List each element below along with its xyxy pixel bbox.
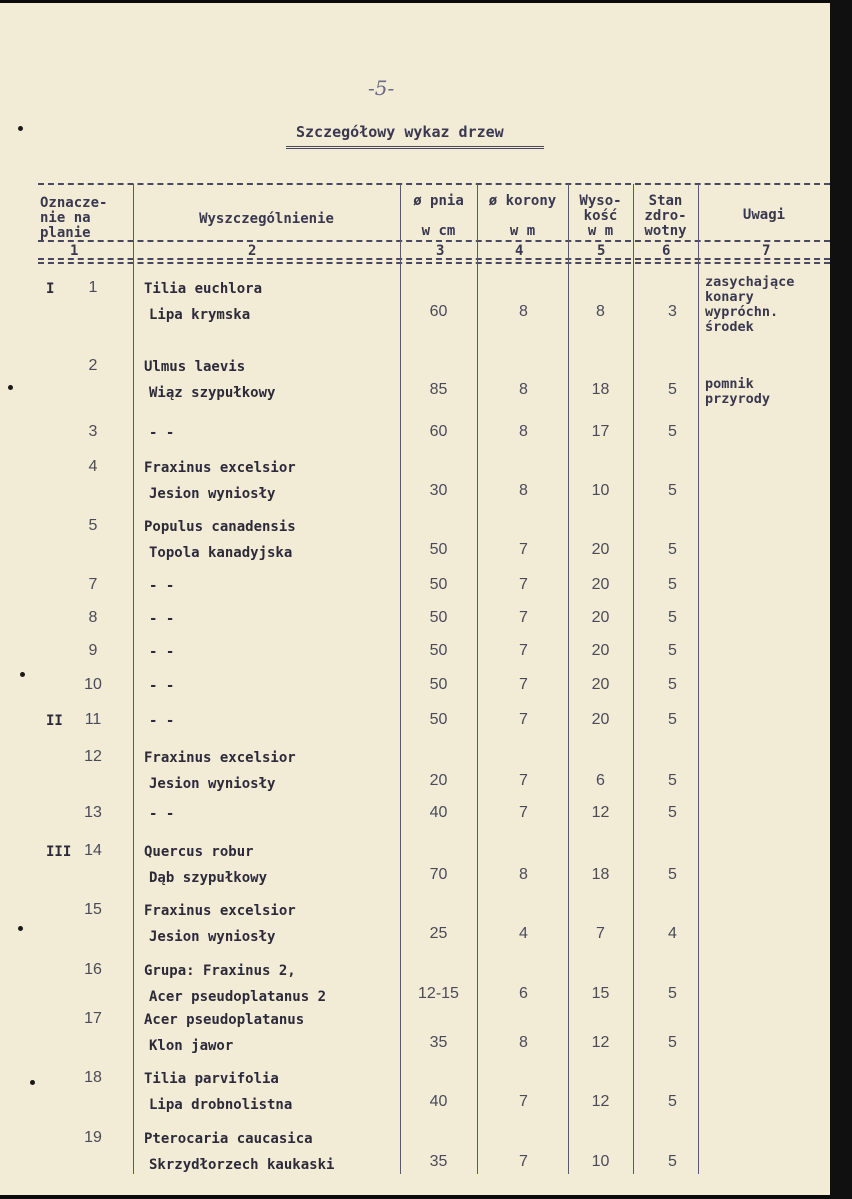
plan-number: 11 [84, 711, 102, 728]
tree-height: 20 [591, 576, 610, 593]
health-status: 5 [668, 642, 677, 659]
plan-number: 13 [84, 804, 102, 821]
header-pien [400, 194, 477, 239]
health-status: 5 [668, 576, 677, 593]
tree-height: 7 [596, 925, 605, 942]
polish-name: Jesion wyniosły [149, 486, 276, 502]
trunk-diameter: 35 [429, 1034, 448, 1051]
remark-line: konary [705, 289, 754, 305]
header-line: wotny [644, 223, 687, 239]
plan-number: 7 [88, 576, 98, 593]
tree-height: 12 [591, 804, 610, 821]
latin-name: Acer pseudoplatanus [144, 1012, 305, 1028]
crown-diameter: 8 [519, 423, 528, 440]
tree-height: 20 [591, 642, 610, 659]
polish-name: - - [149, 713, 175, 729]
crown-diameter: 6 [519, 985, 528, 1002]
polish-name: Topola kanadyjska [149, 545, 293, 561]
header-line: Uwagi [742, 207, 786, 223]
polish-name: - - [149, 644, 175, 660]
crown-diameter: 7 [519, 772, 528, 789]
remark-line: pomnik [705, 376, 754, 392]
health-status: 5 [668, 381, 677, 398]
polish-name: Lipa krymska [149, 307, 251, 323]
crown-diameter: 7 [519, 576, 528, 593]
table-top-rule [38, 183, 830, 185]
crown-diameter: 8 [519, 866, 528, 883]
tree-height: 18 [591, 866, 610, 883]
crown-diameter: 4 [519, 925, 528, 942]
plan-number: 3 [88, 423, 98, 440]
header-stan [633, 194, 698, 239]
tree-height: 17 [591, 423, 610, 440]
plan-number: 16 [84, 961, 102, 978]
health-status: 5 [668, 482, 677, 499]
binder-hole-mark [20, 672, 25, 677]
crown-diameter: 8 [519, 381, 528, 398]
latin-name: Fraxinus excelsior [144, 750, 296, 766]
health-status: 5 [668, 1153, 677, 1170]
polish-name: Dąb szypułkowy [149, 870, 268, 886]
plan-number: 10 [84, 676, 102, 693]
polish-name: Acer pseudoplatanus 2 [149, 989, 327, 1005]
crown-diameter: 8 [519, 303, 528, 320]
plan-number: 18 [84, 1069, 102, 1086]
column-number-rule-b [38, 262, 830, 264]
column-number: 2 [248, 243, 257, 259]
trunk-diameter: 50 [429, 609, 448, 626]
health-status: 5 [668, 804, 677, 821]
column-number: 1 [70, 243, 79, 259]
header-line: Wyszczególnienie [199, 211, 334, 227]
header-line: Oznacze- [40, 195, 108, 211]
header-line: w m [587, 223, 614, 239]
tree-height: 18 [591, 381, 610, 398]
polish-name: Skrzydłorzech kaukaski [149, 1157, 335, 1173]
tree-height: 20 [591, 676, 610, 693]
trunk-diameter: 50 [429, 711, 448, 728]
trunk-diameter: 35 [429, 1153, 448, 1170]
trunk-diameter: 50 [429, 642, 448, 659]
header-oznaczenie [40, 196, 133, 241]
tree-height: 20 [591, 609, 610, 626]
column-number: 7 [762, 243, 771, 259]
polish-name: - - [149, 425, 175, 441]
polish-name: Jesion wyniosły [149, 776, 276, 792]
column-divider [633, 184, 634, 1174]
column-divider [133, 184, 134, 1174]
trunk-diameter: 40 [429, 804, 448, 821]
health-status: 5 [668, 985, 677, 1002]
latin-name: Fraxinus excelsior [144, 460, 296, 476]
remarks [705, 275, 794, 335]
plan-number: 1 [88, 279, 98, 296]
header-line: planie [40, 225, 91, 241]
tree-height: 20 [591, 541, 610, 558]
binder-hole-mark [8, 385, 13, 390]
header-line: kość [583, 208, 618, 224]
polish-name: Klon jawor [149, 1038, 234, 1054]
trunk-diameter: 50 [429, 576, 448, 593]
health-status: 3 [668, 303, 677, 320]
latin-name: Ulmus laevis [144, 359, 246, 375]
header-line: ø korony [488, 193, 557, 209]
health-status: 5 [668, 423, 677, 440]
health-status: 5 [668, 609, 677, 626]
plan-number: 5 [88, 517, 98, 534]
latin-name: Populus canadensis [144, 519, 296, 535]
header-line: w m [509, 223, 536, 239]
plan-number: 8 [88, 609, 98, 626]
plan-group: I [46, 281, 55, 297]
header-wyszczegolnienie [133, 212, 400, 227]
health-status: 5 [668, 1093, 677, 1110]
header-line: ø pnia [413, 193, 464, 209]
crown-diameter: 7 [519, 804, 528, 821]
trunk-diameter: 12-15 [418, 985, 459, 1002]
remark-line: wypróchn. [705, 304, 779, 320]
crown-diameter: 7 [519, 676, 528, 693]
trunk-diameter: 60 [429, 303, 448, 320]
plan-number: 9 [88, 642, 98, 659]
trunk-diameter: 50 [429, 541, 448, 558]
trunk-diameter: 40 [429, 1093, 448, 1110]
trunk-diameter: 85 [429, 381, 448, 398]
binder-hole-mark [18, 926, 23, 931]
plan-number: 19 [84, 1129, 102, 1146]
latin-name: Grupa: Fraxinus 2, [144, 963, 296, 979]
column-number-rule-a [38, 258, 830, 260]
plan-group: II [46, 713, 63, 729]
plan-number: 4 [88, 458, 98, 475]
health-status: 5 [668, 541, 677, 558]
health-status: 4 [668, 925, 677, 942]
handwritten-page-number: -5- [368, 76, 395, 100]
health-status: 5 [668, 772, 677, 789]
header-rule [38, 240, 830, 242]
crown-diameter: 7 [519, 642, 528, 659]
header-wysokosc [568, 194, 633, 239]
page-edge-shadow [830, 0, 852, 1199]
remark-line: przyrody [705, 391, 771, 407]
header-line: zdro- [644, 208, 687, 224]
tree-height: 20 [591, 711, 610, 728]
polish-name: - - [149, 678, 175, 694]
column-number: 4 [515, 243, 524, 259]
tree-height: 12 [591, 1034, 610, 1051]
column-number: 6 [662, 243, 671, 259]
polish-name: Lipa drobnolistna [149, 1097, 293, 1113]
trunk-diameter: 60 [429, 423, 448, 440]
document-page [0, 3, 830, 1195]
header-line: Wyso- [579, 193, 622, 209]
header-line [400, 209, 477, 224]
health-status: 5 [668, 711, 677, 728]
crown-diameter: 8 [519, 482, 528, 499]
column-number: 5 [597, 243, 606, 259]
header-uwagi [698, 208, 830, 223]
header-line: Stan [648, 193, 683, 209]
header-line [477, 209, 568, 224]
polish-name: - - [149, 578, 175, 594]
header-line: nie na [40, 210, 91, 226]
health-status: 5 [668, 676, 677, 693]
plan-number: 14 [84, 842, 102, 859]
latin-name: Tilia parvifolia [144, 1071, 279, 1087]
crown-diameter: 7 [519, 541, 528, 558]
tree-height: 15 [591, 985, 610, 1002]
remarks [705, 377, 770, 407]
latin-name: Fraxinus excelsior [144, 903, 296, 919]
header-line: w cm [421, 223, 456, 239]
latin-name: Pterocaria caucasica [144, 1131, 313, 1147]
latin-name: Quercus robur [144, 844, 254, 860]
binder-hole-mark [18, 126, 23, 131]
latin-name: Tilia euchlora [144, 281, 263, 297]
column-divider [477, 184, 478, 1174]
tree-height: 6 [596, 772, 605, 789]
polish-name: - - [149, 611, 175, 627]
remark-line: zasychające [705, 274, 795, 290]
document-title: Szczegółowy wykaz drzew [296, 123, 504, 141]
trunk-diameter: 20 [429, 772, 448, 789]
plan-number: 17 [84, 1010, 102, 1027]
binder-hole-mark [30, 1080, 35, 1085]
health-status: 5 [668, 866, 677, 883]
tree-height: 10 [591, 1153, 610, 1170]
crown-diameter: 8 [519, 1034, 528, 1051]
trunk-diameter: 30 [429, 482, 448, 499]
crown-diameter: 7 [519, 1093, 528, 1110]
plan-number: 2 [88, 357, 98, 374]
title-underline [286, 146, 544, 149]
tree-height: 10 [591, 482, 610, 499]
remark-line: środek [705, 319, 754, 335]
column-number: 3 [436, 243, 445, 259]
plan-number: 12 [84, 748, 102, 765]
trunk-diameter: 50 [429, 676, 448, 693]
crown-diameter: 7 [519, 1153, 528, 1170]
trunk-diameter: 25 [429, 925, 448, 942]
polish-name: - - [149, 806, 175, 822]
polish-name: Jesion wyniosły [149, 929, 276, 945]
health-status: 5 [668, 1034, 677, 1051]
crown-diameter: 7 [519, 711, 528, 728]
plan-number: 15 [84, 901, 102, 918]
plan-group: III [46, 844, 72, 860]
trunk-diameter: 70 [429, 866, 448, 883]
header-korona [477, 194, 568, 239]
crown-diameter: 7 [519, 609, 528, 626]
tree-height: 12 [591, 1093, 610, 1110]
polish-name: Wiąz szypułkowy [149, 385, 276, 401]
tree-height: 8 [596, 303, 605, 320]
